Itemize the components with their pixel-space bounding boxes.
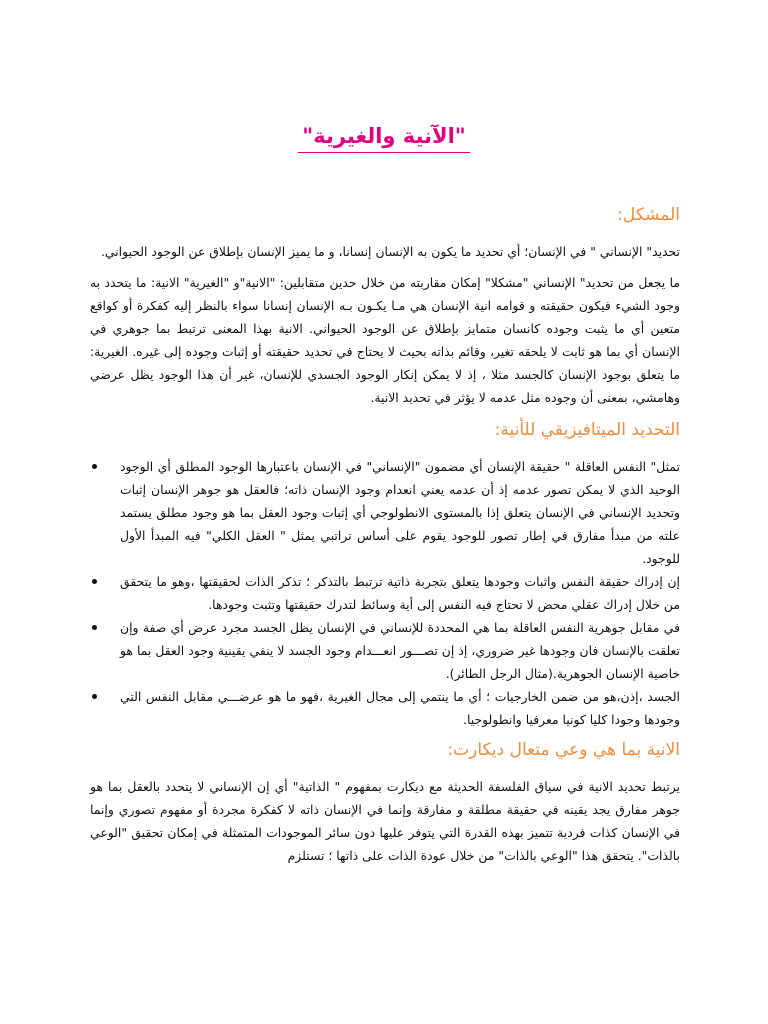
bullet-list (90, 455, 680, 731)
title-text: "الآنية والغيرية" (298, 124, 469, 153)
document-body (90, 200, 680, 875)
paragraph: ما يجعل من تحديد" الإنساني "مشكلا" إمكان مقاربته من خلال حدين متقابلين: "الانية"و "الغيرية" الانية: ما يتحدد به وجود الشيء فيكون حقيقته و قوامه انية الإنسان هي مـا يكـون بـه الإنسان إنسانا سواء بالنظر إليه كفكرة أو كواقع متعين أي ما يثبت وجوده كانسان متمايز بإطلاق عن الوجود الحيواني. الانية بهذا المعنى ترتبط بما جوهري في الإنسان أي بما هو ثابت لا يلحقه تغير، وقائم بذاته بحيث لا يحتاج في تحديد حقيقته أو إثبات وجوده إلى غيره. الغيرية: ما يتعلق بوجود الإنسان كالجسد مثلا ، إذ لا يمكن إنكار الوجود الجسدي للإنسان، غير أن هذا الوجود يظل عرضي وهامشي، بمعنى أن وجوده مثل عدمه لا يؤثر في تحديد الانية. (90, 275, 680, 405)
section-heading-descartes: الانية بما هي وعي متعال ديكارت: (447, 740, 680, 760)
list-item (120, 455, 680, 570)
paragraph: تحديد" الإنساني " في الإنسان؛ أي تحديد ما يكون به الإنسان إنسانا، و ما يميز الإنسان بإطلاق عن الوجود الحيواني. (100, 244, 680, 259)
page-title (0, 124, 768, 153)
list-item (120, 685, 680, 731)
bullet-icon (92, 464, 97, 469)
paragraph: يرتبط تحديد الانية في سياق الفلسفة الحديثة مع ديكارت بمفهوم " الذاتية" أي إن الإنساني لا يتحدد بالعقل بما هو جوهر مفارق يجد يقينه في حقيقة مطلقة و مفارقة وإنما في الإنسان ذاته لا كفكرة مجردة أو مفهوم تصوري وإنما في الإنسان كذات فردية تتميز بهذه القدرة التي يتوفر عليها دون سائر الموجودات المتمثلة في إمكان تحقيق "الوعي بالذات". يتحقق هذا "الوعي بالذات" من خلال عودة الذات على ذاتها ؛ تستلزم (90, 779, 680, 863)
list-item-text: الجسد ،إذن،هو من ضمن الخارجيات ؛ أي ما ينتمي إلى مجال الغيرية ،فهو ما هو عرضـــي مقابل النفس التي وجودها وجودا كليا كونيا معرفيا وانطولوجيا. (120, 689, 680, 727)
bullet-icon (92, 625, 97, 630)
list-item-text: تمثل" النفس العاقلة " حقيقة الإنسان أي مضمون "الإنساني" في الإنسان باعتبارها الوجود المطلق أي الوجود الوحيد الذي لا يمكن تصور عدمه إذ أن عدمه يعني انعدام وجود الإنسان ذاته؛ فالعقل هو جوهر الإنسان إثبات وتحديد الإنساني في الإنسان يتعلق إذا بالمستوى الانطولوجي أي إثبات وجود العقل بما هو وجود مطلق يستمد علته من مبدأ مفارق في إطار تصور للوجود يقوم على أساس تراتبي يمثل " العقل الكلي" فيه المبدأ الأول للوجود. (120, 459, 680, 566)
list-item-text: إن إدراك حقيقة النفس واثبات وجودها يتعلق بتجربة ذاتية ترتبط بالتذكر ؛ تذكر الذات لحقيقتها ،وهو ما يتحقق من خلال إدراك عقلي محض لا تحتاج فيه النفس إلى أية وسائط لتدرك حقيقتها وتثبت وجودها. (120, 574, 680, 612)
bullet-icon (92, 694, 97, 699)
section-heading-problem: المشكل: (617, 205, 680, 225)
list-item (120, 570, 680, 616)
list-item-text: في مقابل جوهرية النفس العاقلة بما هي المحددة للإنساني في الإنسان يظل الجسد مجرد عرض أي صفة وإن تعلقت بالإنسان فان وجودها غير ضروري، إذ إن تصـــور انعـــدام وجود الجسد لا ينفي يقينية وجود العقل بما هو خاصية الإنسان الجوهرية.(مثال الرجل الطائر). (120, 620, 680, 681)
section-heading-metaphysical: التحديد الميتافيزيقي للأنية: (494, 420, 680, 440)
bullet-icon (92, 579, 97, 584)
list-item (120, 616, 680, 685)
